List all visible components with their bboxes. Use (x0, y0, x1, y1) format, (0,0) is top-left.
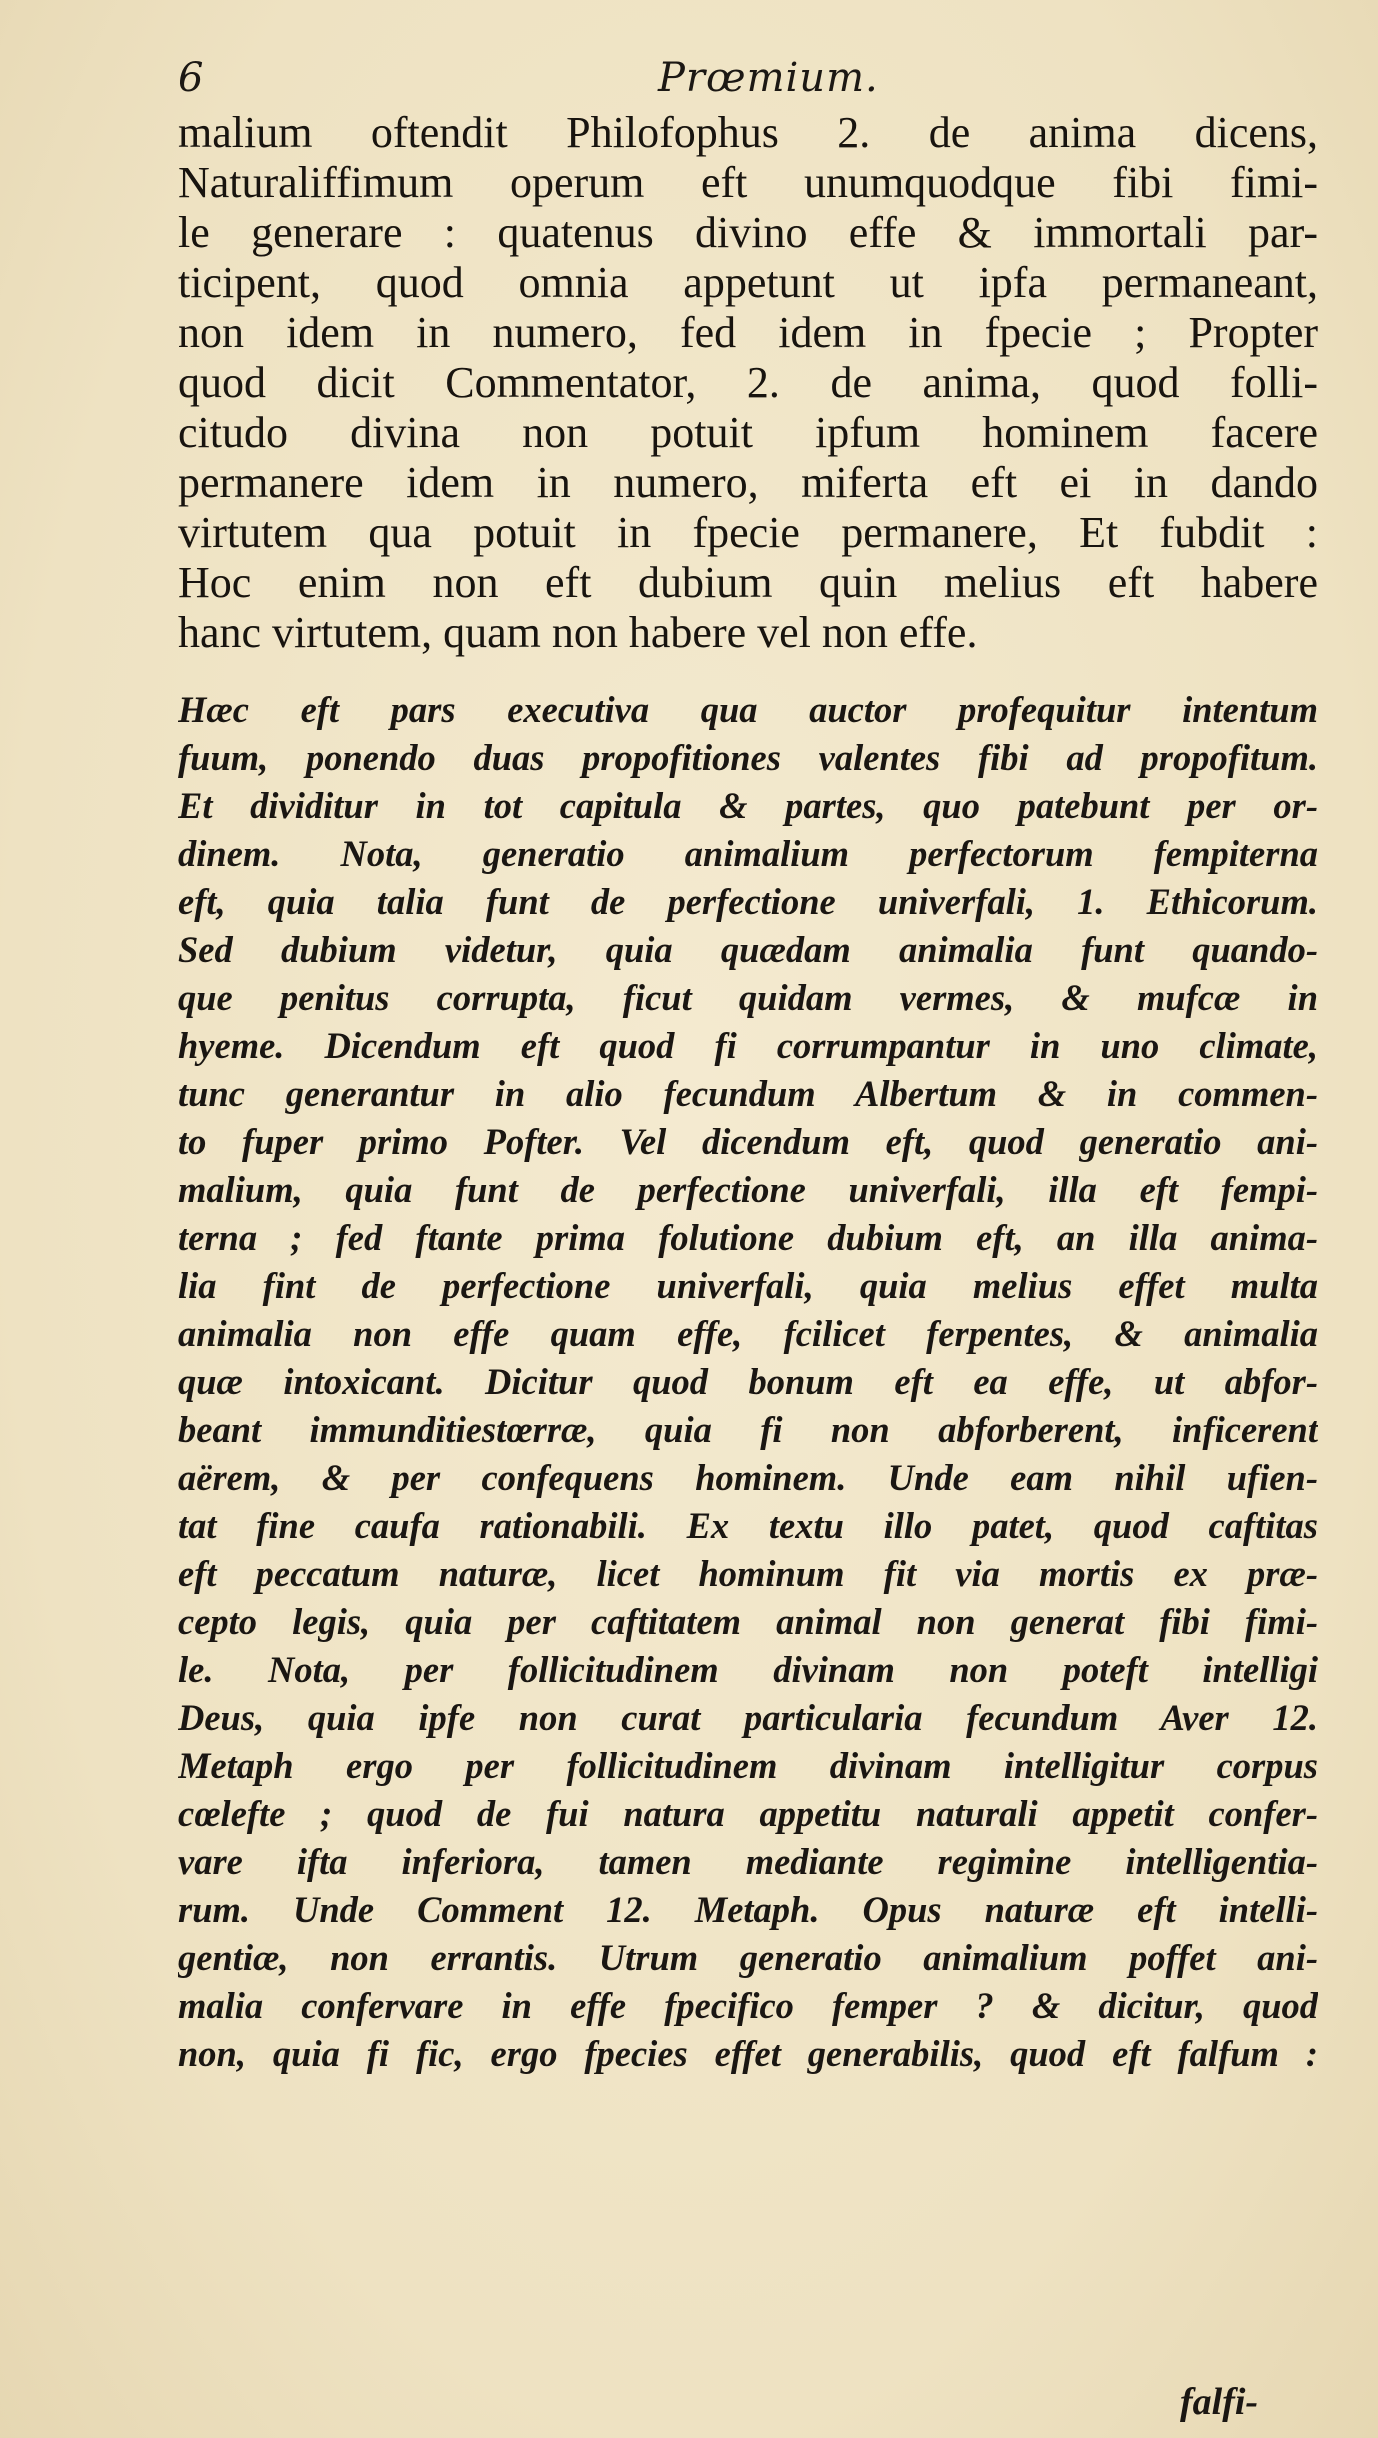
commentary-block (178, 686, 1318, 2078)
commentary-line: Deus, quia ipfe non curat particularia fecundum Aver 12. (178, 1697, 1318, 1738)
commentary-line: Sed dubium videtur, quia quædam animalia funt quando- (178, 929, 1318, 970)
commentary-line: dinem. Nota, generatio animalium perfectorum fempiterna (178, 833, 1318, 874)
main-text-block (178, 108, 1318, 658)
commentary-line: hyeme. Dicendum eft quod fi corrumpantur in uno climate, (178, 1025, 1318, 1066)
commentary-line: animalia non effe quam effe, fcilicet ferpentes, & animalia (178, 1313, 1318, 1354)
commentary-line: le. Nota, per follicitudinem divinam non poteft intelligi (178, 1649, 1318, 1690)
text-line: Hoc enim non eft dubium quin melius eft habere (178, 558, 1318, 607)
text-line: quod dicit Commentator, 2. de anima, quod folli- (178, 358, 1318, 407)
running-head (178, 48, 1318, 108)
commentary-line: beant immunditiestœrræ, quia fi non abforberent, inficerent (178, 1409, 1318, 1450)
catchword: falfi- (1180, 2381, 1259, 2423)
text-line: virtutem qua potuit in fpecie permanere, Et fubdit : (178, 508, 1318, 557)
text-line: Naturaliffimum operum eft unumquodque fibi fimi- (178, 158, 1318, 207)
text-line: le generare : quatenus divino effe & immortali par- (178, 208, 1318, 257)
commentary-line: lia fint de perfectione univerfali, quia melius effet multa (178, 1265, 1318, 1306)
commentary-line: que penitus corrupta, ficut quidam vermes, & mufcæ in (178, 977, 1318, 1018)
page-number: 6 (178, 55, 204, 101)
commentary-line: vare ifta inferiora, tamen mediante regimine intelligentia- (178, 1841, 1318, 1882)
text-line: malium oftendit Philofophus 2. de anima dicens, (178, 108, 1318, 157)
text-line: ticipent, quod omnia appetunt ut ipfa permaneant, (178, 258, 1318, 307)
commentary-line: quæ intoxicant. Dicitur quod bonum eft ea effe, ut abfor- (178, 1361, 1318, 1402)
commentary-line: gentiæ, non errantis. Utrum generatio animalium poffet ani- (178, 1937, 1318, 1978)
commentary-line: cœlefte ; quod de fui natura appetitu naturali appetit confer- (178, 1793, 1318, 1834)
text-line: citudo divina non potuit ipfum hominem facere (178, 408, 1318, 457)
text-line: non idem in numero, fed idem in fpecie ; Propter (178, 308, 1318, 357)
commentary-line: to fuper primo Pofter. Vel dicendum eft, quod generatio ani- (178, 1121, 1318, 1162)
commentary-line: fuum, ponendo duas propofitiones valentes fibi ad propofitum. (178, 737, 1318, 778)
commentary-line: malia confervare in effe fpecifico femper ? & dicitur, quod (178, 1985, 1318, 2026)
commentary-line: aërem, & per confequens hominem. Unde eam nihil ufien- (178, 1457, 1318, 1498)
commentary-line: Et dividitur in tot capitula & partes, quo patebunt per or- (178, 785, 1318, 826)
commentary-line: terna ; fed ftante prima folutione dubium eft, an illa anima- (178, 1217, 1318, 1258)
commentary-line: non, quia fi fic, ergo fpecies effet generabilis, quod eft falfum : (178, 2033, 1318, 2074)
commentary-line: eft, quia talia funt de perfectione univerfali, 1. Ethicorum. (178, 881, 1318, 922)
text-line: permanere idem in numero, miferta eft ei in dando (178, 458, 1318, 507)
commentary-line: cepto legis, quia per caftitatem animal non generat fibi fimi- (178, 1601, 1318, 1642)
commentary-line: eft peccatum naturæ, licet hominum fit via mortis ex præ- (178, 1553, 1318, 1594)
commentary-line: Hæc eft pars executiva qua auctor profequitur intentum (178, 689, 1318, 730)
commentary-line: Metaph ergo per follicitudinem divinam intelligitur corpus (178, 1745, 1318, 1786)
running-title: Prœmium. (658, 55, 879, 101)
text-line: hanc virtutem, quam non habere vel non effe. (178, 608, 978, 657)
commentary-line: malium, quia funt de perfectione univerfali, illa eft fempi- (178, 1169, 1318, 1210)
commentary-line: tat fine caufa rationabili. Ex textu illo patet, quod caftitas (178, 1505, 1318, 1546)
commentary-line: tunc generantur in alio fecundum Albertum & in commen- (178, 1073, 1318, 1114)
commentary-line: rum. Unde Comment 12. Metaph. Opus naturæ eft intelli- (178, 1889, 1318, 1930)
